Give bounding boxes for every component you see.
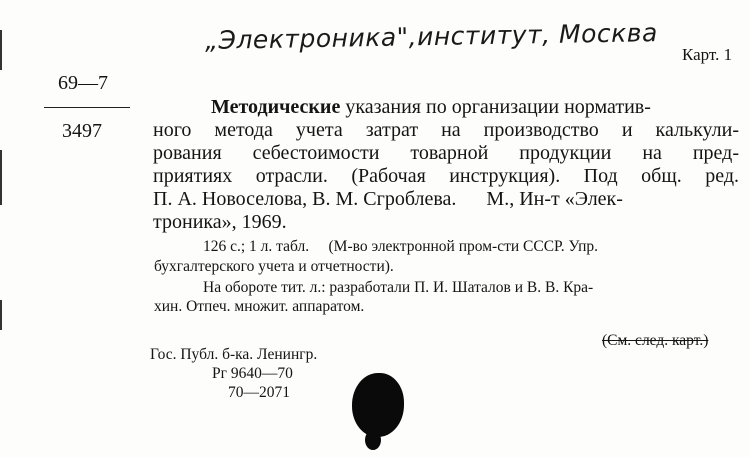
note-line: хин. Отпеч. множит. аппаратом. <box>154 298 365 315</box>
pages-line: 126 с.; 1 л. табл. (М-во электронной пром-сти СССР. Упр. <box>203 238 599 255</box>
library-line: Рг 9640—70 <box>212 365 293 382</box>
entry-line: приятиях отрасли. (Рабочая инструкция). Под общ. ред. <box>153 165 739 187</box>
pages-line: бухгалтерского учета и отчетности). <box>154 258 394 275</box>
catalog-code-top: 69—7 <box>58 72 108 94</box>
entry-line: П. А. Новоселова, В. М. Сгроблева. М., Ин-т «Элек- <box>153 188 623 210</box>
catalog-code-bottom: 3497 <box>62 120 102 142</box>
code-divider <box>44 107 130 108</box>
entry-title-bold: Методические <box>211 96 341 118</box>
library-stamp <box>150 345 317 402</box>
bibliographic-entry <box>153 96 739 234</box>
card-edge-mark <box>0 150 2 205</box>
card-edge-mark <box>0 300 2 330</box>
punch-hole <box>352 373 404 437</box>
handwritten-header: „Электроника",институт, Москва <box>204 18 658 55</box>
card-number: Карт. 1 <box>682 45 733 64</box>
entry-line: ного метода учета затрат на производство и калькули- <box>153 119 739 141</box>
card-edge-mark <box>0 30 2 70</box>
punch-hole-tail <box>365 430 381 450</box>
note-line: На обороте тит. л.: разработали П. И. Шаталов и В. В. Кра- <box>203 279 594 296</box>
entry-line <box>153 96 739 119</box>
entry-line: троника», 1969. <box>153 211 287 233</box>
see-next-card: (См. след. карт.) <box>602 332 709 349</box>
library-line: 70—2071 <box>228 384 290 401</box>
library-line: Гос. Публ. б-ка. Ленингр. <box>150 346 318 363</box>
entry-line-text: указания по организации норматив- <box>340 96 651 118</box>
entry-line: рования себестоимости товарной продукции на пред- <box>153 142 739 164</box>
